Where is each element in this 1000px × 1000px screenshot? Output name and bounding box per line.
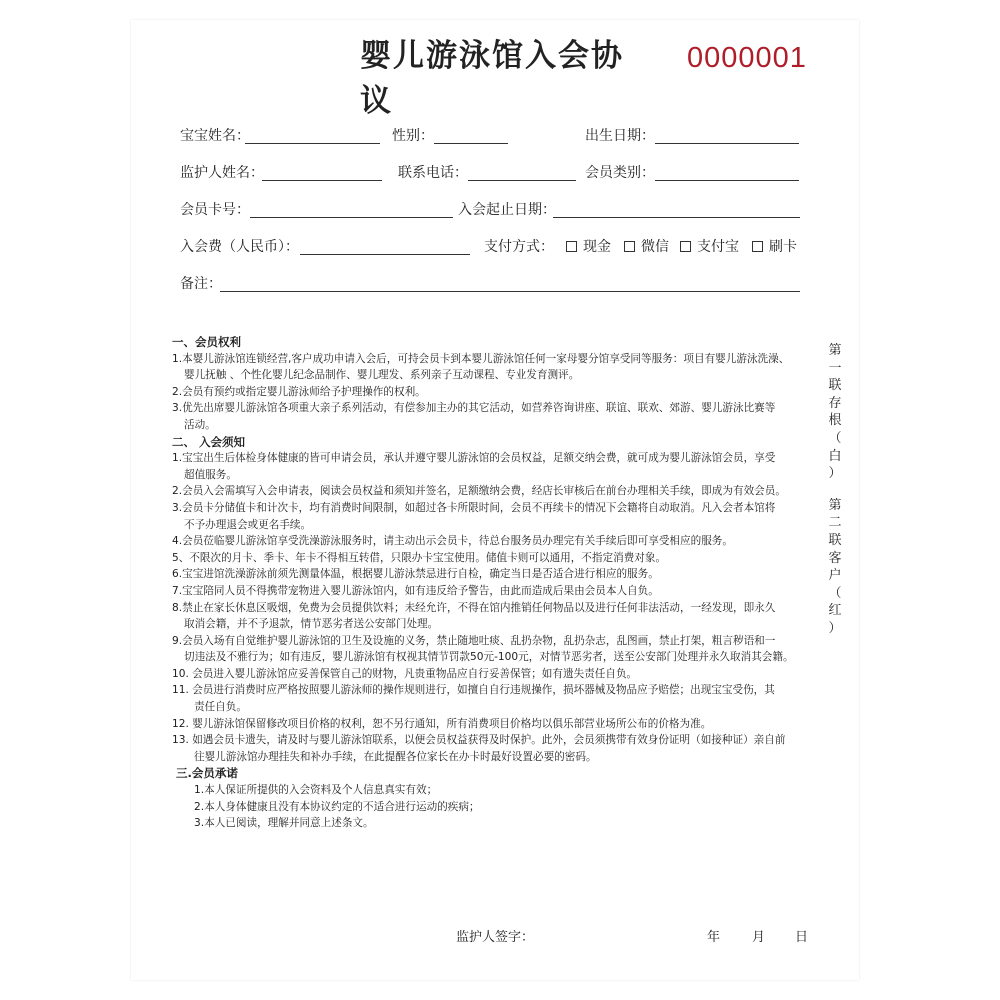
term-line: 11. 会员进行消费时应严格按照婴儿游泳师的操作规则进行，如擅自自行违规操作，损坏器械及物品应予赔偿；出现宝宝受伤，其 <box>172 684 775 697</box>
section-title-promise: 三.会员承诺 <box>176 766 238 781</box>
birth-date-field[interactable] <box>655 142 799 144</box>
phone-field[interactable] <box>468 179 576 181</box>
term-line: 1.宝宝出生后体检身体健康的皆可申请会员，承认并遵守婴儿游泳馆的会员权益，足额交纳会费，就可成为婴儿游泳馆会员，享受 <box>172 452 776 465</box>
remark-field[interactable] <box>220 290 800 292</box>
fee-label: 入会费（人民币）： <box>180 239 299 255</box>
guardian-name-field[interactable] <box>262 179 382 181</box>
term-line: 取消会籍，并不予退款，情节恶劣者送公安部门处理。 <box>184 618 439 631</box>
term-line: 活动。 <box>184 418 216 431</box>
payment-option-alipay[interactable]: 支付宝 <box>680 236 739 256</box>
term-line: 责任自负。 <box>194 701 247 714</box>
term-line: 2.会员有预约或指定婴儿游泳师给予护理操作的权利。 <box>172 385 426 398</box>
checkbox-icon <box>752 241 763 252</box>
term-line: 12. 婴儿游泳馆保留修改项目价格的权利，恕不另行通知，所有消费项目价格均以俱乐部营业场所公布的价格为准。 <box>172 717 712 730</box>
term-line: 3.会员卡分储值卡和计次卡，均有消费时间限制，如超过各卡所限时间，会员不再续卡的情况下会籍将自动取消。凡入会者本馆将 <box>172 501 776 514</box>
date-month-label: 月 <box>752 930 766 945</box>
term-line: 10. 会员进入婴儿游泳馆应妥善保管自己的财物，凡贵重物品应自行妥善保管；如有遗失责任自负。 <box>172 667 638 680</box>
guardian-name-label: 监护人姓名： <box>180 165 264 181</box>
remark-label: 备注： <box>180 276 222 292</box>
term-line: 超值服务。 <box>184 468 237 481</box>
fee-field[interactable] <box>300 253 470 255</box>
term-line: 2.会员入会需填写入会申请表，阅读会员权益和须知并签名，足额缴纳会费，经店长审核后在前台办理相关手续，即成为有效会员。 <box>172 485 786 498</box>
date-day-label: 日 <box>795 930 809 945</box>
section-title-rights: 一、会员权利 <box>172 335 241 349</box>
card-no-field[interactable] <box>250 216 453 218</box>
payment-option-wechat[interactable]: 微信 <box>624 236 669 256</box>
term-line: 3.优先出席婴儿游泳馆各项重大亲子系列活动，有偿参加主办的其它活动，如营养咨询讲座、联谊、联欢、郊游、婴儿游泳比赛等 <box>172 402 776 415</box>
section-title-notice: 二、 入会须知 <box>172 434 246 449</box>
term-line: 13. 如遇会员卡遗失，请及时与婴儿游泳馆联系，以便会员权益获得及时保护。此外，会员须携带有效身份证明（如接种证）亲自前 <box>172 734 786 747</box>
guardian-signature-label: 监护人签字： <box>456 930 535 945</box>
checkbox-icon <box>680 241 691 252</box>
period-field[interactable] <box>553 216 800 218</box>
period-label: 入会起止日期： <box>458 202 556 218</box>
birth-date-label: 出生日期： <box>585 128 655 144</box>
member-type-field[interactable] <box>655 179 799 181</box>
terms-body <box>172 334 812 832</box>
term-line: 3.本人已阅读，理解并同意上述条文。 <box>194 817 374 830</box>
term-line: 不予办理退会或更名手续。 <box>184 518 312 531</box>
gender-label: 性别： <box>392 128 434 144</box>
payment-option-card[interactable]: 刷卡 <box>752 236 797 256</box>
copy-note-vertical <box>826 342 844 638</box>
term-line: 5、不限次的月卡、季卡、年卡不得相互转借，只限办卡宝宝使用。储值卡则可以通用，不指定消费对象。 <box>172 551 667 564</box>
date-year-label: 年 <box>707 930 721 945</box>
checkbox-icon <box>566 241 577 252</box>
term-line: 6.宝宝进馆洗澡游泳前须先测量体温，根据婴儿游泳禁忌进行自检，确定当日是否适合进行相应的服务。 <box>172 568 659 581</box>
term-line: 2.本人身体健康且没有本协议约定的不适合进行运动的疾病； <box>194 800 480 813</box>
baby-name-label: 宝宝姓名： <box>180 128 250 144</box>
phone-label: 联系电话： <box>398 165 468 181</box>
copy-note-part2: 第 二 联 客 户 （ 红 ） <box>828 497 842 636</box>
term-line: 1.本人保证所提供的入会资料及个人信息真实有效； <box>194 784 438 797</box>
member-type-label: 会员类别： <box>585 165 655 181</box>
term-line: 4.会员莅临婴儿游泳馆享受洗澡游泳服务时，请主动出示会员卡，待总台服务员办理完有关手续后即可享受相应的服务。 <box>172 535 733 548</box>
checkbox-icon <box>624 241 635 252</box>
term-line: 往婴儿游泳馆办理挂失和补办手续，在此提醒各位家长在办卡时最好设置必要的密码。 <box>194 750 597 763</box>
gender-field[interactable] <box>434 142 508 144</box>
term-line: 1.本婴儿游泳馆连锁经营,客户成功申请入会后，可持会员卡到本婴儿游泳馆任何一家母婴分馆享受同等服务：项目有婴儿游泳洗澡、 <box>172 352 790 365</box>
copy-note-gap <box>826 483 844 497</box>
term-line: 婴儿抚触 、个性化婴儿纪念品制作、婴儿理发、系列亲子互动课程、专业发育测评。 <box>184 369 580 382</box>
serial-number: 0000001 <box>687 42 807 74</box>
card-no-label: 会员卡号： <box>180 202 250 218</box>
copy-note-part1: 第 一 联 存 根 （ 白 ） <box>828 343 842 482</box>
payment-option-cash[interactable]: 现金 <box>566 236 611 256</box>
term-line: 切违法及不雅行为；如有违反，婴儿游泳馆有权视其情节罚款50元-100元，对情节恶劣者，送至公安部门处理并永久取消其会籍。 <box>184 651 794 664</box>
baby-name-field[interactable] <box>245 142 380 144</box>
term-line: 7.宝宝陪同人员不得携带宠物进入婴儿游泳馆内，如有违反给予警告，由此而造成后果由会员本人自负。 <box>172 584 659 597</box>
term-line: 8.禁止在家长休息区吸烟，免费为会员提供饮料；未经允许，不得在馆内推销任何物品以及进行任何非法活动，一经发现，即永久 <box>172 601 776 614</box>
document-title: 婴儿游泳馆入会协议 <box>360 38 624 119</box>
payment-label: 支付方式： <box>484 239 554 255</box>
term-line: 9.会员入场有自觉维护婴儿游泳馆的卫生及设施的义务，禁止随地吐痰、乱扔杂物，乱扔杂志，乱图画，禁止打架，粗言秽语和一 <box>172 634 776 647</box>
